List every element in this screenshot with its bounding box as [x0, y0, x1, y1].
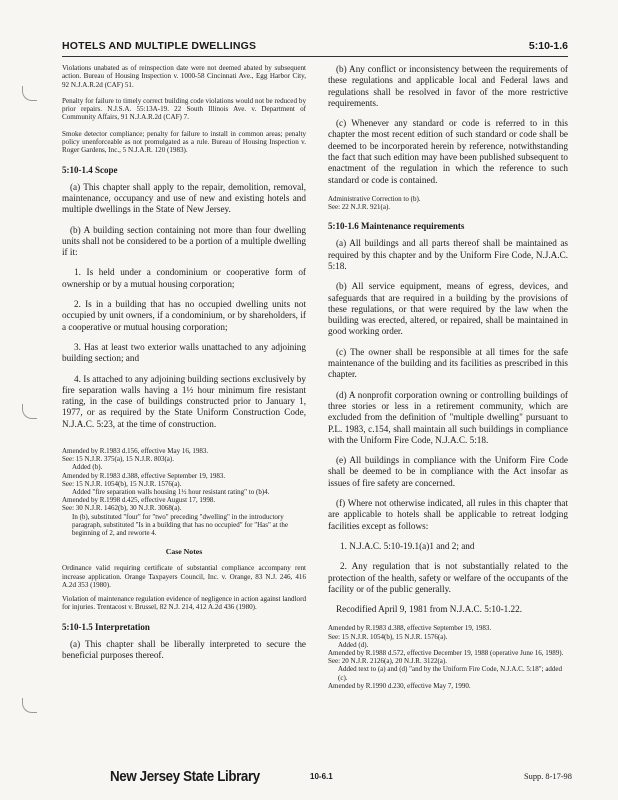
history-line: See: 22 N.J.R. 921(a). [328, 203, 391, 212]
section-heading: 5:10-1.6 Maintenance requirements [328, 221, 465, 232]
right-column [328, 64, 568, 690]
history-line: See: 15 N.J.R. 1054(b), 15 N.J.R. 1576(a). [328, 632, 448, 641]
list-item: 1. N.J.A.C. 5:10-19.1(a)1 and 2; and [340, 540, 475, 551]
paragraph: (c) Whenever any standard or code is referred to in this chapter the most recent edition of such standard or code shall be deemed to be incorporated herein by reference, notwithstanding the fact that such edition may have been published subsequent to enactment of the regulation in which the reference to such standard or code is contained. [328, 118, 568, 185]
paragraph: (b) Any conflict or inconsistency between the requirements of these regulations and applicable local and Federal laws and regulations shall be resolved in favor of the more restrictive requirements. [328, 64, 568, 108]
history-line: Amended by R.1983 d.388, effective September 19, 1983. [62, 471, 226, 480]
page-number: 10-6.1 [310, 772, 333, 781]
list-item: 1. Is held under a condominium or cooperative form of ownership or by a mutual housing corporation; [62, 267, 306, 289]
history-line: Amended by R.1988 d.572, effective December 19, 1988 (operative June 16, 1989). [328, 649, 564, 657]
annotation-note: Smoke detector compliance; penalty for failure to install in common areas; penalty policy unenforceable as not promulgated as a rule. Bureau of Housing Inspection v. Roger Gardens, Inc., 5 N.J.A.R. 120 (1983). [62, 129, 306, 155]
chapter-title: HOTELS AND MULTIPLE DWELLINGS [62, 40, 257, 52]
left-column [62, 64, 306, 670]
section-number: 5:10-1.6 [528, 40, 568, 52]
paragraph: (e) All buildings in compliance with the Uniform Fire Code shall be deemed to be in compliance with the Act insofar as issues of fire safety are concerned. [328, 455, 568, 488]
annotation-note: Violations unabated as of reinspection date were not deemed abated by subsequent action. Bureau of Housing Inspection v. 1000-58 Cincinnati Ave., Egg Harbor City, 92 N.J.A.R.2d (CAF) 51. [62, 64, 306, 89]
section-heading: 5:10-1.5 Interpretation [62, 621, 150, 632]
margin-mark [22, 698, 37, 713]
case-note: Ordinance valid requiring certificate of substantial compliance accompany rent increase application. Orange Taxpayers Council, Inc. v. Orange, 83 N.J. 246, 416 A.2d 353 (1980). [62, 564, 306, 589]
history-line: Amended by R.1983 d.156, effective May 16, 1983. [62, 447, 209, 456]
recodified-note: Recodified April 9, 1981 from N.J.A.C. 5:10-1.22. [336, 604, 523, 615]
case-notes-heading: Case Notes [165, 547, 203, 557]
history-line: See: 20 N.J.R. 2126(a), 20 N.J.R. 3122(a). [328, 657, 447, 666]
history-line: Added "fire separation walls housing 1½ hour resistant rating" to (b)4. [72, 488, 270, 497]
page-header [62, 40, 568, 57]
paragraph: (d) A nonprofit corporation owning or controlling buildings of three stories or less in a retirement community, which are excluded from the definition of "multiple dwelling" pursuant to P.L. 1983, c.154, shall maintain all such buildings in compliance with the Uniform Fire Code, N.J.A.C. 5:18. [328, 389, 568, 445]
paragraph: (c) The owner shall be responsible at all times for the safe maintenance of the building and its facilities as prescribed in this chapter. [328, 346, 568, 380]
list-item: 3. Has at least two exterior walls unattached to any adjoining building section; and [62, 341, 306, 364]
history-line: See: 30 N.J.R. 1462(b), 30 N.J.R. 3068(a). [62, 504, 182, 513]
history-line: Amended by R.1998 d.425, effective August 17, 1998. [62, 496, 216, 505]
history-line: In (b), substituted "four" for "two" preceding "dwelling" in the introductory paragraph, substituted "Is in a building that has no occupied" for "Has" at the beginning of 2, and reworte 4. [72, 512, 288, 538]
library-stamp: New Jersey State Library [110, 769, 260, 785]
case-note: Violation of maintenance regulation evidence of negligence in action against landlord for injuries. Trentacost v. Brussel, 82 N.J. 214, 412 A.2d 436 (1980). [62, 595, 306, 612]
history-line: Added (b). [72, 463, 103, 472]
history-line: Added (d). [338, 640, 369, 649]
paragraph: (b) A building section containing not more than four dwelling units shall not be considered to be a portion of a multiple dwelling if it: [62, 224, 306, 258]
section-heading: 5:10-1.4 Scope [62, 164, 118, 175]
paragraph: (f) Where not otherwise indicated, all rules in this chapter that are applicable to hotels shall be applicable to retreat lodging facilities except as follows: [328, 498, 568, 531]
annotation-note: Penalty for failure to timely correct building code violations would not be reduced by prior repairs. N.J.S.A. 55:13A-19. 22 South Illinois Ave. v. Department of Community Affairs, 91 N.J.A.R.2d (CAF) 7. [62, 96, 306, 122]
paragraph: (a) All buildings and all parts thereof shall be maintained as required by this chapter and by the Uniform Fire Code, N.J.A.C. 5:18. [328, 238, 568, 271]
list-item: 4. Is attached to any adjoining building sections exclusively by fire separation walls having a 1½ hour minimum fire resistant rating, in the case of buildings constructed prior to January 1, 1977, or as required by the State Uniform Construction Code, N.J.A.C. 5:23, at the time of construction. [62, 373, 306, 429]
paragraph: (a) This chapter shall apply to the repair, demolition, removal, maintenance, occupancy and use of new and existing hotels and multiple dwellings in the State of New Jersey. [62, 181, 306, 215]
supplement-date: Supp. 8-17-98 [524, 772, 572, 781]
list-item: 2. Is in a building that has no occupied dwelling units not occupied by unit owners, if a condominium, or by shareholders, if a cooperative or mutual housing corporation; [62, 299, 306, 332]
margin-mark [22, 86, 37, 101]
history-line: Amended by R.1990 d.230, effective May 7, 1990. [328, 681, 471, 690]
history-line: Added text to (a) and (d) "and by the Uniform Fire Code, N.J.A.C. 5:18"; added (c). [338, 665, 563, 682]
history-line: Administrative Correction to (b). [328, 194, 421, 203]
paragraph: (a) This chapter shall be liberally interpreted to secure the beneficial purposes thereof. [62, 638, 306, 661]
margin-mark [22, 404, 37, 419]
history-line: See: 15 N.J.R. 1054(b), 15 N.J.R. 1576(a). [62, 479, 182, 488]
paragraph: (b) All service equipment, means of egress, devices, and safeguards that are required in a building by the provisions of these regulations, or that were required by the law when the building was erected, altered, or repaired, shall be maintained in good working order. [328, 281, 568, 337]
history-line: See: 15 N.J.R. 375(a), 15 N.J.R. 803(a). [62, 455, 174, 464]
list-item: 2. Any regulation that is not substantially related to the protection of the health, safety or welfare of the occupants of the facility or of the public generally. [328, 561, 568, 594]
history-line: Amended by R.1983 d.388, effective September 19, 1983. [328, 624, 492, 633]
